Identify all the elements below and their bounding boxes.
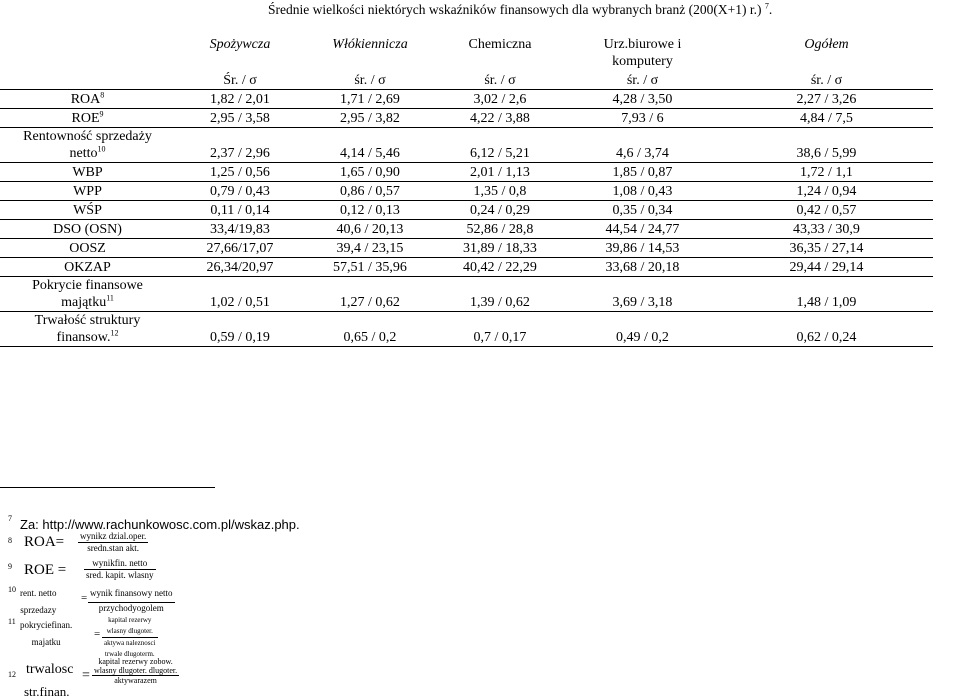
subheader-cell: Śr. / σ xyxy=(175,70,305,90)
value-cell: 3,69 / 3,18 xyxy=(565,277,720,312)
value-cell: 29,44 / 29,14 xyxy=(720,258,933,277)
value-cell: 1,65 / 0,90 xyxy=(305,163,435,182)
value-cell: 33,68 / 20,18 xyxy=(565,258,720,277)
value-cell: 2,27 / 3,26 xyxy=(720,90,933,109)
table-row xyxy=(0,239,933,258)
value-cell: 39,4 / 23,15 xyxy=(305,239,435,258)
value-cell: 1,24 / 0,94 xyxy=(720,182,933,201)
value-cell: 2,01 / 1,13 xyxy=(435,163,565,182)
row-label: ROE$^9$ xyxy=(0,109,175,128)
corner-cell xyxy=(0,36,175,70)
value-cell: 4,22 / 3,88 xyxy=(435,109,565,128)
row-label: ROA$^8$ xyxy=(0,90,175,109)
value-cell: 0,42 / 0,57 xyxy=(720,201,933,220)
column-header: Urz.biurowe i komputery xyxy=(603,37,682,69)
value-cell: 31,89 / 18,33 xyxy=(435,239,565,258)
value-cell: 40,6 / 20,13 xyxy=(305,220,435,239)
footnote-ref: 12 xyxy=(110,328,119,338)
subheader-cell: śr. / σ xyxy=(720,70,933,90)
value-cell: 2,95 / 3,82 xyxy=(305,109,435,128)
footnote-ref: 8 xyxy=(100,90,105,100)
table-row xyxy=(0,90,933,109)
footnote-8-fraction: wynikz dzial.oper. sredn.stan akt. xyxy=(80,531,147,553)
footnote-10-fraction: wynik finansowy netto przychodyogolem xyxy=(90,588,173,613)
subheader-cell: śr. / σ xyxy=(305,70,435,90)
row-label-line2: finansow.$^{12}$ xyxy=(56,328,119,345)
footnote-number: 12 xyxy=(8,670,16,679)
value-cell: 0,12 / 0,13 xyxy=(305,201,435,220)
value-cell: 4,28 / 3,50 xyxy=(565,90,720,109)
value-cell: 3,02 / 2,6 xyxy=(435,90,565,109)
value-cell: 4,84 / 7,5 xyxy=(720,109,933,128)
value-cell: 33,4/19,83 xyxy=(175,220,305,239)
value-cell: 43,33 / 30,9 xyxy=(720,220,933,239)
value-cell: 2,37 / 2,96 xyxy=(175,128,305,163)
value-cell: 52,86 / 28,8 xyxy=(435,220,565,239)
value-cell: 1,27 / 0,62 xyxy=(305,277,435,312)
value-cell: 44,54 / 24,77 xyxy=(565,220,720,239)
value-cell: 1,35 / 0,8 xyxy=(435,182,565,201)
value-cell: 6,12 / 5,21 xyxy=(435,128,565,163)
footnote-8-lhs: ROA= xyxy=(24,534,65,550)
table-row xyxy=(0,182,933,201)
table-row xyxy=(0,258,933,277)
footnote-number: 10 xyxy=(8,585,16,594)
value-cell: 1,72 / 1,1 xyxy=(720,163,933,182)
row-label: DSO (OSN) xyxy=(0,220,175,239)
subheader-cell: śr. / σ xyxy=(565,70,720,90)
table-row xyxy=(0,312,933,347)
row-label: OKZAP xyxy=(0,258,175,277)
value-cell: 1,85 / 0,87 xyxy=(565,163,720,182)
column-header: Spożywcza xyxy=(209,37,271,52)
value-cell: 36,35 / 27,14 xyxy=(720,239,933,258)
value-cell: 1,02 / 0,51 xyxy=(175,277,305,312)
footnote-12-lhs-num: trwalosc xyxy=(26,662,74,677)
financial-ratios-table xyxy=(0,36,933,347)
footnote-11-fraction: kapital rezerwy wlasny dlugoter. aktywa naleznosci trwale dlugoterm. xyxy=(104,616,156,658)
value-cell: 1,08 / 0,43 xyxy=(565,182,720,201)
footnote-11-lhs: pokryciefinan. majatku xyxy=(20,620,73,647)
column-header: Ogółem xyxy=(804,37,849,52)
value-cell: 4,6 / 3,74 xyxy=(565,128,720,163)
footnote-7-text: Za: http://www.rachunkowosc.com.pl/wskaz.php. xyxy=(20,517,300,532)
value-cell: 39,86 / 14,53 xyxy=(565,239,720,258)
value-cell: 27,66/17,07 xyxy=(175,239,305,258)
table-row xyxy=(0,163,933,182)
value-cell: 1,82 / 2,01 xyxy=(175,90,305,109)
value-cell: 0,79 / 0,43 xyxy=(175,182,305,201)
value-cell: 26,34/20,97 xyxy=(175,258,305,277)
value-cell: 0,49 / 0,2 xyxy=(565,312,720,347)
value-cell: 0,35 / 0,34 xyxy=(565,201,720,220)
table-row xyxy=(0,128,933,163)
footnote-ref: 11 xyxy=(106,293,114,303)
row-label-line1: Trwałość struktury xyxy=(34,313,141,328)
footnote-12-lhs-den: str.finan. xyxy=(24,684,70,699)
row-label: WŚP xyxy=(0,201,175,220)
value-cell: 2,95 / 3,58 xyxy=(175,109,305,128)
value-cell: 0,11 / 0,14 xyxy=(175,201,305,220)
row-label: OOSZ xyxy=(0,239,175,258)
value-cell: 1,25 / 0,56 xyxy=(175,163,305,182)
footnote-number: 11 xyxy=(8,617,16,626)
footnote-10-lhs: rent. netto sprzedazy xyxy=(20,588,57,615)
table-row xyxy=(0,201,933,220)
value-cell: 7,93 / 6 xyxy=(565,109,720,128)
subheader-row xyxy=(0,70,933,90)
row-label-line2: netto$^{10}$ xyxy=(69,144,106,161)
value-cell: 0,65 / 0,2 xyxy=(305,312,435,347)
footnote-ref: 10 xyxy=(97,144,106,154)
footnote-9-lhs: ROE = xyxy=(24,562,67,578)
row-label xyxy=(0,312,175,347)
value-cell: 1,39 / 0,62 xyxy=(435,277,565,312)
table-row xyxy=(0,109,933,128)
value-cell: 57,51 / 35,96 xyxy=(305,258,435,277)
value-cell: 0,59 / 0,19 xyxy=(175,312,305,347)
row-label xyxy=(0,277,175,312)
value-cell: 1,71 / 2,69 xyxy=(305,90,435,109)
table-title: Średnie wielkości niektórych wskaźników finansowych dla wybranych branż (200(X+1) r.) $^7$. xyxy=(268,1,773,17)
footnote-ref: 9 xyxy=(99,109,104,119)
row-label-line2: majątku$^{11}$ xyxy=(61,293,114,310)
footnote-number: 9 xyxy=(8,562,12,571)
value-cell: 0,24 / 0,29 xyxy=(435,201,565,220)
footnote-11-eq: = xyxy=(94,628,101,640)
footnote-number: 7 xyxy=(8,514,12,523)
row-label-line1: Rentowność sprzedaży xyxy=(23,129,152,144)
value-cell: 40,42 / 22,29 xyxy=(435,258,565,277)
footnote-9-fraction: wynikfin. netto sred. kapit. wlasny xyxy=(86,558,154,580)
footnote-separator xyxy=(0,487,215,488)
table-row xyxy=(0,220,933,239)
row-label xyxy=(0,128,175,163)
value-cell: 0,86 / 0,57 xyxy=(305,182,435,201)
footnote-12-eq: = xyxy=(82,668,90,683)
value-cell: 0,62 / 0,24 xyxy=(720,312,933,347)
footnote-number: 8 xyxy=(8,536,12,545)
value-cell: 1,48 / 1,09 xyxy=(720,277,933,312)
column-header: Chemiczna xyxy=(468,37,532,52)
footnote-12-fraction: kapital rezerwy zobow. wlasny dlugoter. dlugoter. aktywarazem xyxy=(94,657,178,685)
value-cell: 0,7 / 0,17 xyxy=(435,312,565,347)
row-label: WPP xyxy=(0,182,175,201)
corner-cell xyxy=(0,70,175,90)
value-cell: 38,6 / 5,99 xyxy=(720,128,933,163)
footnote-10-eq: = xyxy=(81,592,88,604)
value-cell: 4,14 / 5,46 xyxy=(305,128,435,163)
subheader-cell: śr. / σ xyxy=(435,70,565,90)
row-label-line1: Pokrycie finansowe xyxy=(32,278,143,293)
table-row xyxy=(0,277,933,312)
column-header-row xyxy=(0,36,933,70)
column-header: Włókiennicza xyxy=(332,37,408,52)
row-label: WBP xyxy=(0,163,175,182)
